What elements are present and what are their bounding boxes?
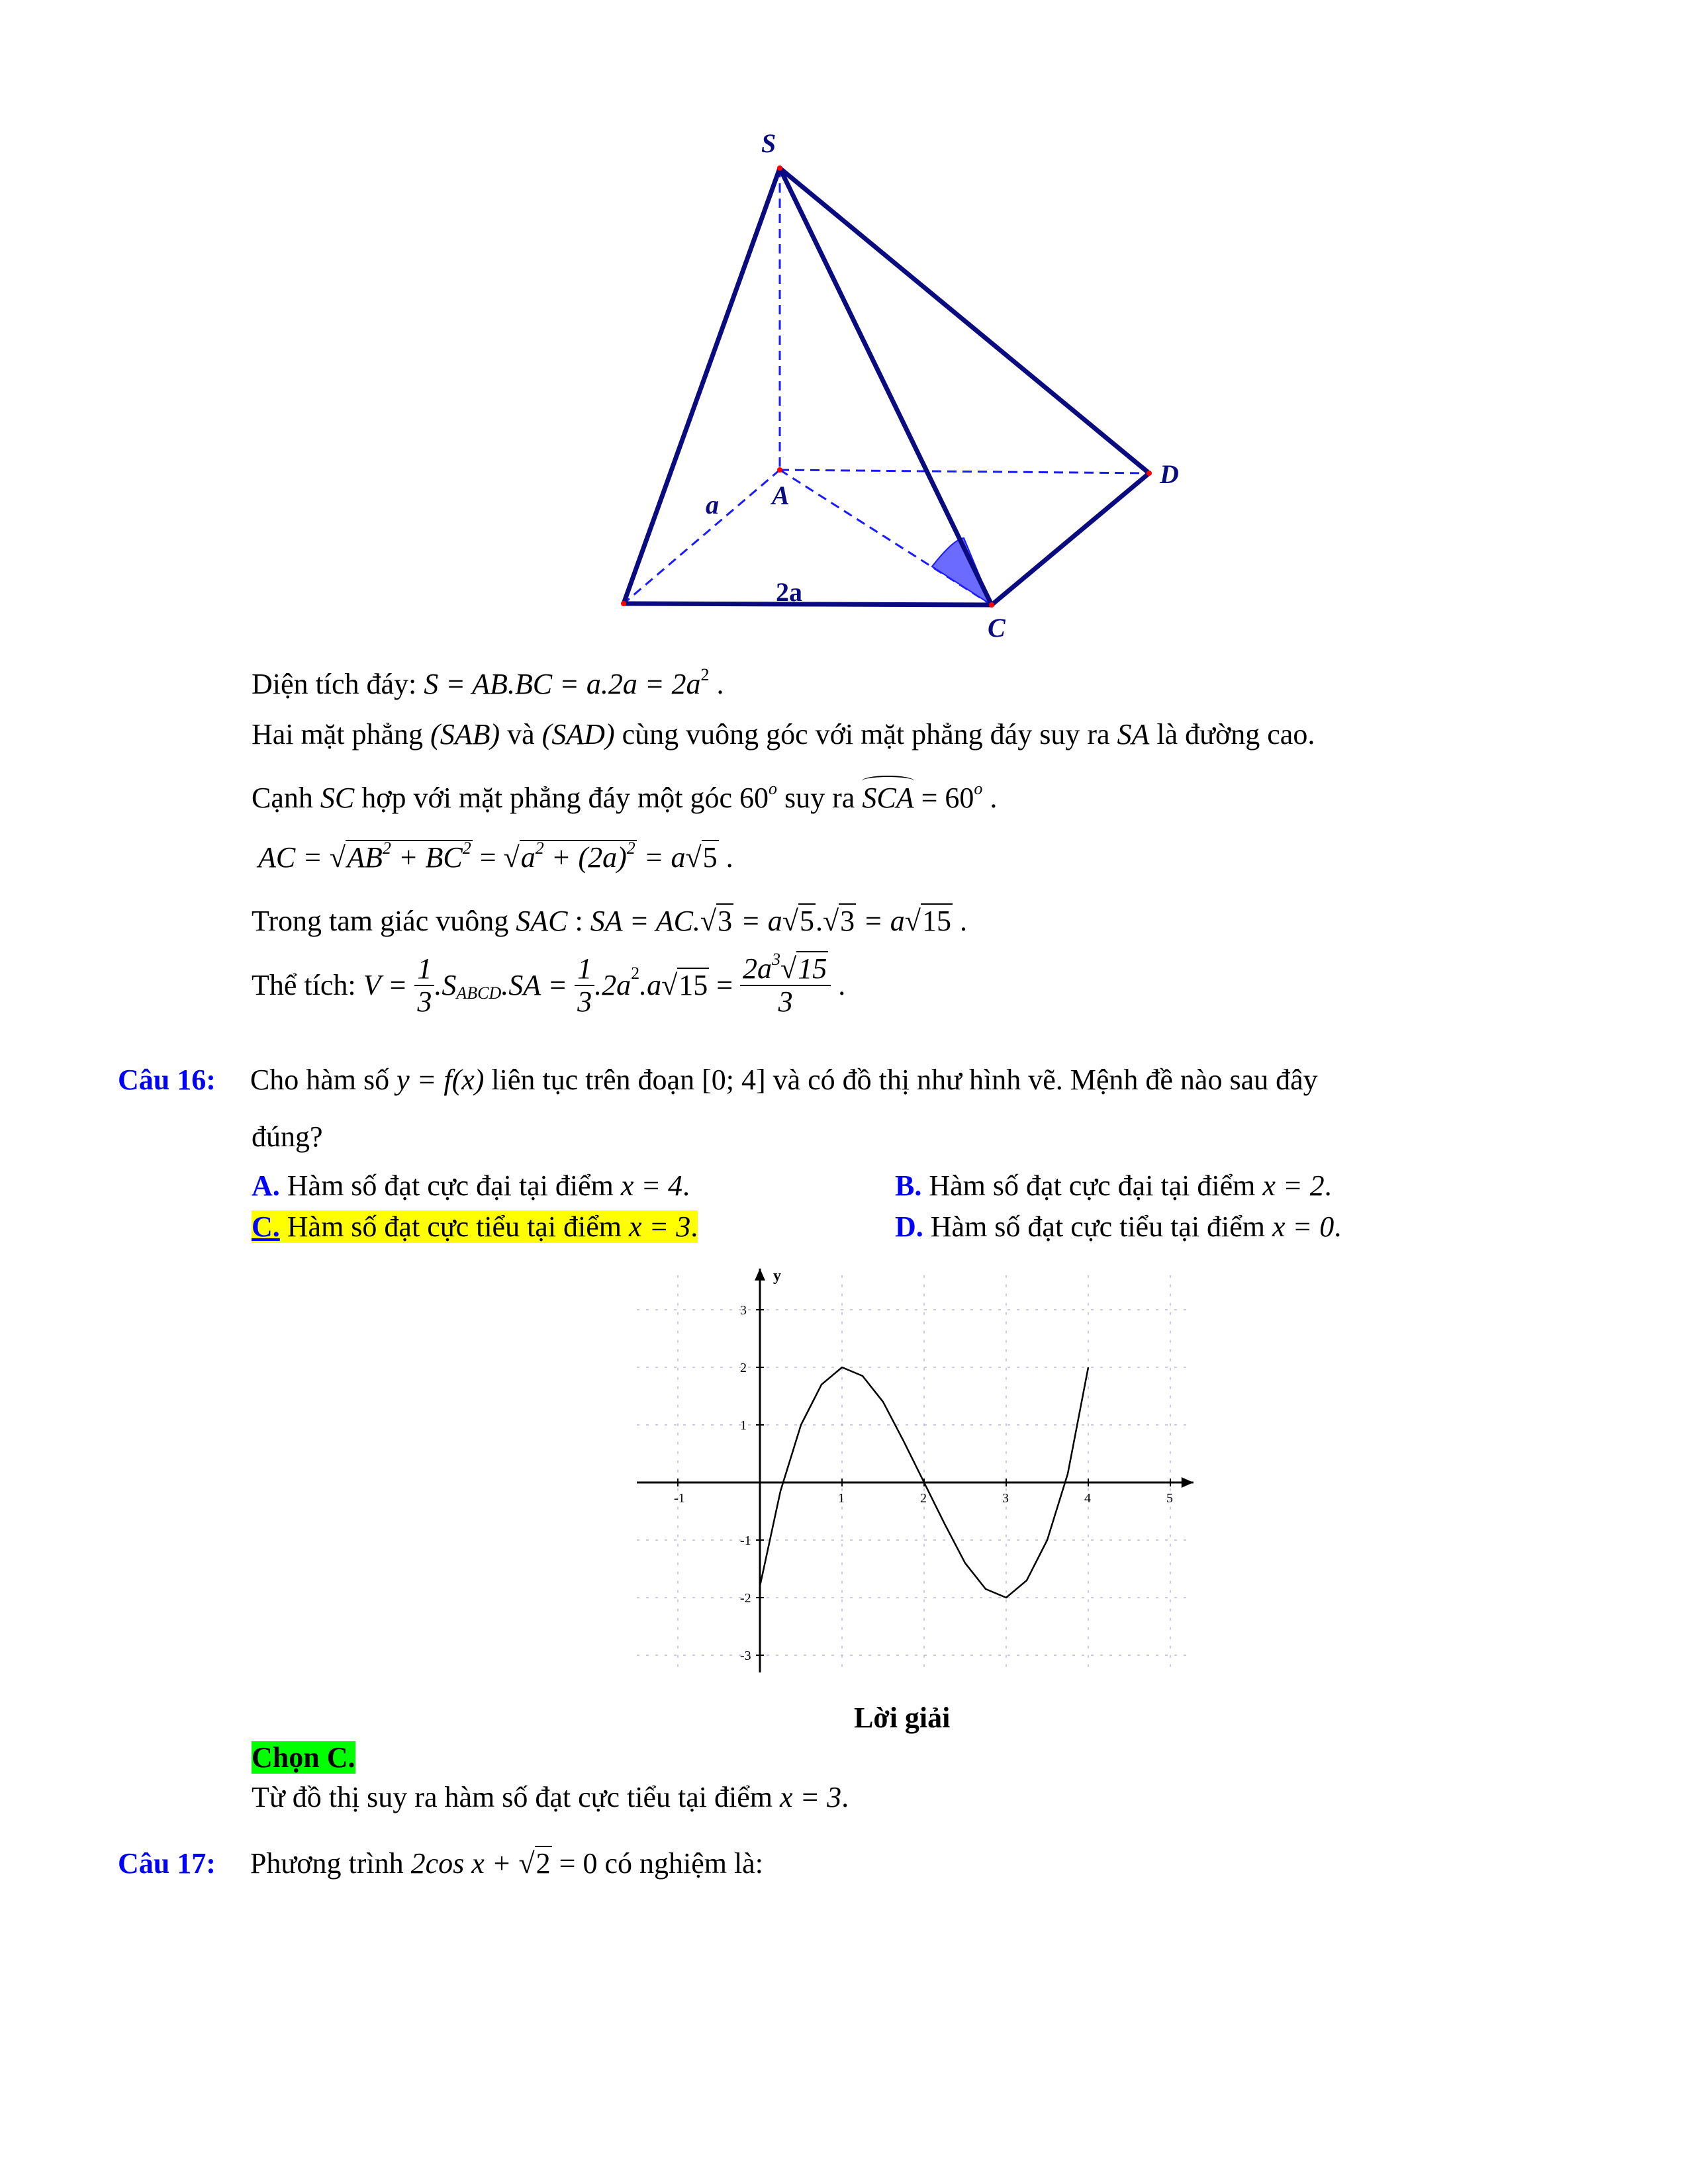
question-17-stem: Câu 17: Phương trình 2cos x + √2 = 0 có nghiệm là: — [118, 1847, 763, 1880]
edge-SD — [780, 168, 1149, 473]
y-axis-arrow — [755, 1269, 765, 1281]
solution-line-planes: Hai mặt phẳng (SAB) và (SAD) cùng vuông góc với mặt phẳng đáy suy ra SA là đường cao. — [252, 718, 1315, 751]
label-S: S — [761, 128, 776, 158]
solution-16-text: Từ đồ thị suy ra hàm số đạt cực tiểu tại điểm x = 3. — [252, 1781, 849, 1813]
option-A[interactable]: A. Hàm số đạt cực đại tại điểm x = 4. — [252, 1169, 690, 1202]
y-tick-label: 2 — [740, 1361, 747, 1375]
y-tick-label: -1 — [740, 1533, 751, 1548]
edge-BC — [624, 604, 992, 605]
question-16-stem-cont: đúng? — [252, 1120, 323, 1153]
x-tick-label: 3 — [1002, 1491, 1009, 1506]
question-16-stem: Câu 16: Cho hàm số y = f(x) liên tục trên đoạn [0; 4] và có đồ thị như hình vẽ. Mệnh đề nào sau đây — [118, 1064, 1318, 1096]
option-C[interactable]: C. Hàm số đạt cực tiểu tại điểm x = 3. — [252, 1210, 698, 1243]
pyramid-figure — [0, 0, 1688, 662]
y-tick-label: 1 — [740, 1418, 747, 1433]
x-tick-label: 2 — [920, 1491, 927, 1506]
solution-line-ac: AC = $√AB^2 + BC^2 = √a^2 + (2a)^2 = a√5$ . — [258, 839, 733, 874]
label-2a: 2a — [776, 577, 802, 607]
solution-line-volume: Thể tích: V = $\frac{1}{3}$ $.S_{ABCD}.SA$ = $\frac{1}{3}$ $.2a^2.a√15$ = $\frac{2a^3√15}{3}$ . — [252, 950, 846, 1018]
edge-CD — [992, 473, 1149, 605]
y-tick-label: -3 — [740, 1649, 751, 1663]
label-a: a — [706, 490, 719, 520]
question-17-label: Câu 17: — [118, 1847, 216, 1880]
x-tick-label: 1 — [838, 1491, 845, 1506]
label-C: C — [988, 613, 1006, 643]
solution-line-sa: Trong tam giác vuông SAC : SA = AC.√3 = a√5.√3 = a√15 . — [252, 905, 967, 937]
solution-line-angle: Cạnh SC hợp với mặt phẳng đáy một góc 60$^o$ suy ra SCA = $60^o$ . — [252, 780, 997, 817]
edge-AD — [780, 470, 1149, 473]
x-tick-label: 5 — [1166, 1491, 1173, 1506]
function-graph — [609, 1244, 1205, 1701]
y-tick-label: -2 — [740, 1591, 751, 1606]
option-B[interactable]: B. Hàm số đạt cực đại tại điểm x = 2. — [895, 1169, 1332, 1202]
x-tick-label: 4 — [1084, 1491, 1091, 1506]
label-A: A — [772, 480, 790, 510]
solution-heading: Lời giải — [854, 1702, 951, 1734]
y-tick-label: 3 — [740, 1303, 747, 1318]
chosen-answer: Chọn C. — [252, 1741, 355, 1774]
solution-line-area: Diện tích đáy: $S = AB.BC = a.2a = 2a^2$ . — [252, 665, 724, 700]
y-axis-label: y — [773, 1267, 781, 1285]
option-D[interactable]: D. Hàm số đạt cực tiểu tại điểm x = 0. — [895, 1210, 1342, 1243]
edge-SC — [780, 168, 992, 605]
x-axis-arrow — [1182, 1477, 1194, 1488]
question-16-label: Câu 16: — [118, 1064, 216, 1096]
label-D: D — [1160, 459, 1179, 489]
edge-SB — [624, 168, 780, 604]
x-tick-label: -1 — [674, 1491, 685, 1506]
